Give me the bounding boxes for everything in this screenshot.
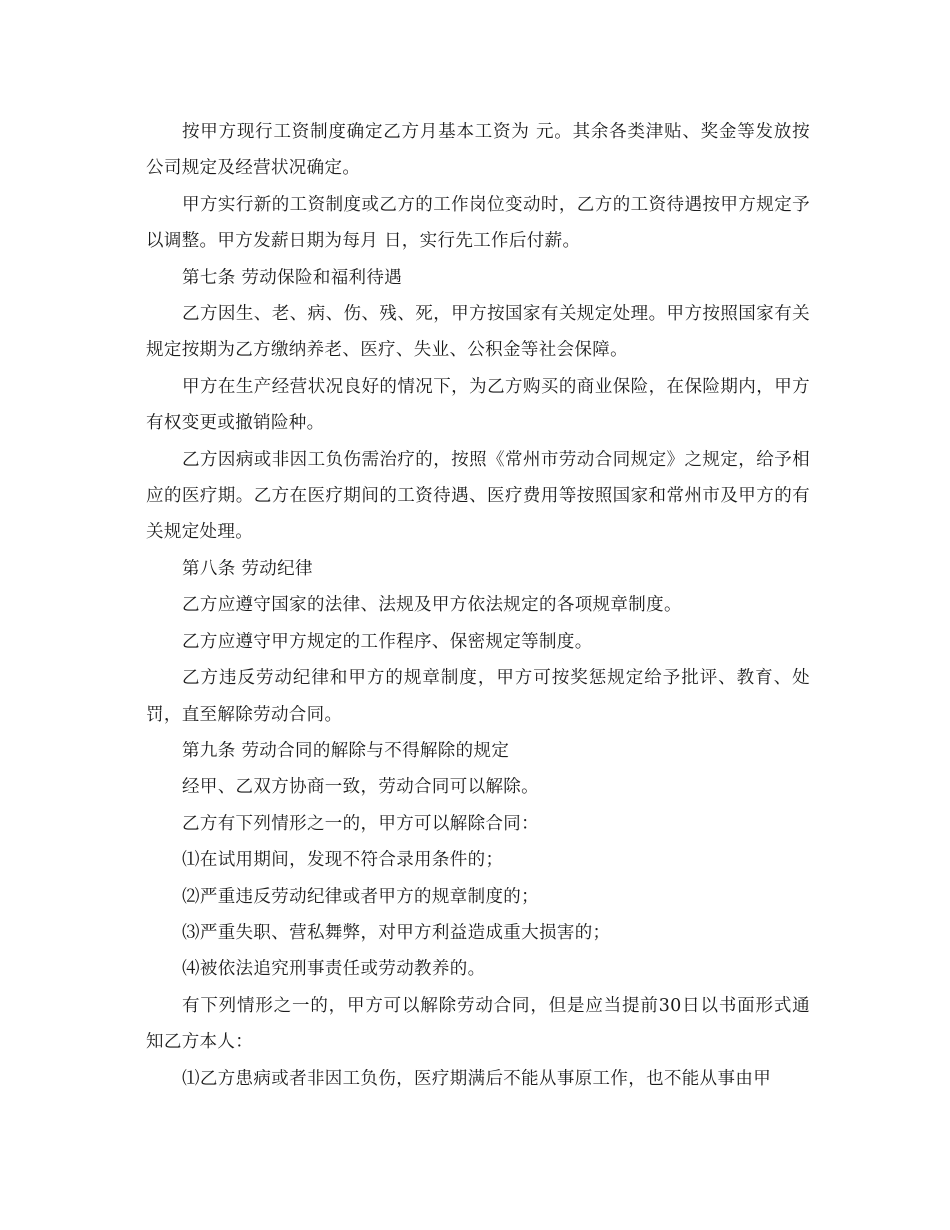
article-9-heading: 第九条 劳动合同的解除与不得解除的规定 <box>182 740 510 761</box>
paragraph-termination-conditions: 乙方有下列情形之一的，甲方可以解除合同： <box>182 813 539 834</box>
paragraph-medical-period: 乙方因病或非因工负伤需治疗的，按照《常州市劳动合同规定》之规定，给予相应的医疗期。乙方在医疗期间的工资待遇、医疗费用等按照国家和常州市及甲方的有关规定处理。 <box>146 449 810 543</box>
paragraph-obey-procedures: 乙方应遵守甲方规定的工作程序、保密规定等制度。 <box>182 631 593 652</box>
list-item-criminal-liability: ⑷被依法追究刑事责任或劳动教养的。 <box>182 959 486 980</box>
paragraph-obey-laws: 乙方应遵守国家的法律、法规及甲方依法规定的各项规章制度。 <box>182 595 682 616</box>
paragraph-mutual-termination: 经甲、乙双方协商一致，劳动合同可以解除。 <box>182 777 539 798</box>
contract-body <box>146 114 810 1097</box>
paragraph-salary-adjustment: 甲方实行新的工资制度或乙方的工作岗位变动时，乙方的工资待遇按甲方规定予以调整。甲方发薪日期为每月 日，实行先工作后付薪。 <box>146 194 810 252</box>
paragraph-discipline-violation: 乙方违反劳动纪律和甲方的规章制度，甲方可按奖惩规定给予批评、教育、处罚，直至解除劳动合同。 <box>146 668 810 725</box>
list-item-illness: ⑴乙方患病或者非因工负伤，医疗期满后不能从事原工作，也不能从事由甲 <box>182 1068 772 1089</box>
article-8-heading: 第八条 劳动纪律 <box>182 558 313 579</box>
list-item-serious-violation: ⑵严重违反劳动纪律或者甲方的规章制度的； <box>182 886 539 907</box>
paragraph-social-insurance: 乙方因生、老、病、伤、残、死，甲方按国家有关规定处理。甲方按照国家有关规定按期为乙方缴纳养老、医疗、失业、公积金等社会保障。 <box>146 304 810 361</box>
list-item-probation: ⑴在试用期间，发现不符合录用条件的； <box>182 850 504 871</box>
article-7-heading: 第七条 劳动保险和福利待遇 <box>182 267 403 288</box>
list-item-dereliction: ⑶严重失职、营私舞弊，对甲方利益造成重大损害的； <box>182 922 611 943</box>
paragraph-basic-salary: 按甲方现行工资制度确定乙方月基本工资为 元。其余各类津贴、奖金等发放按公司规定及经营状况确定。 <box>146 122 810 179</box>
paragraph-commercial-insurance: 甲方在生产经营状况良好的情况下，为乙方购买的商业保险，在保险期内，甲方有权变更或撤销险种。 <box>146 376 810 434</box>
paragraph-notice-termination: 有下列情形之一的，甲方可以解除劳动合同，但是应当提前30日以书面形式通知乙方本人： <box>146 995 810 1053</box>
